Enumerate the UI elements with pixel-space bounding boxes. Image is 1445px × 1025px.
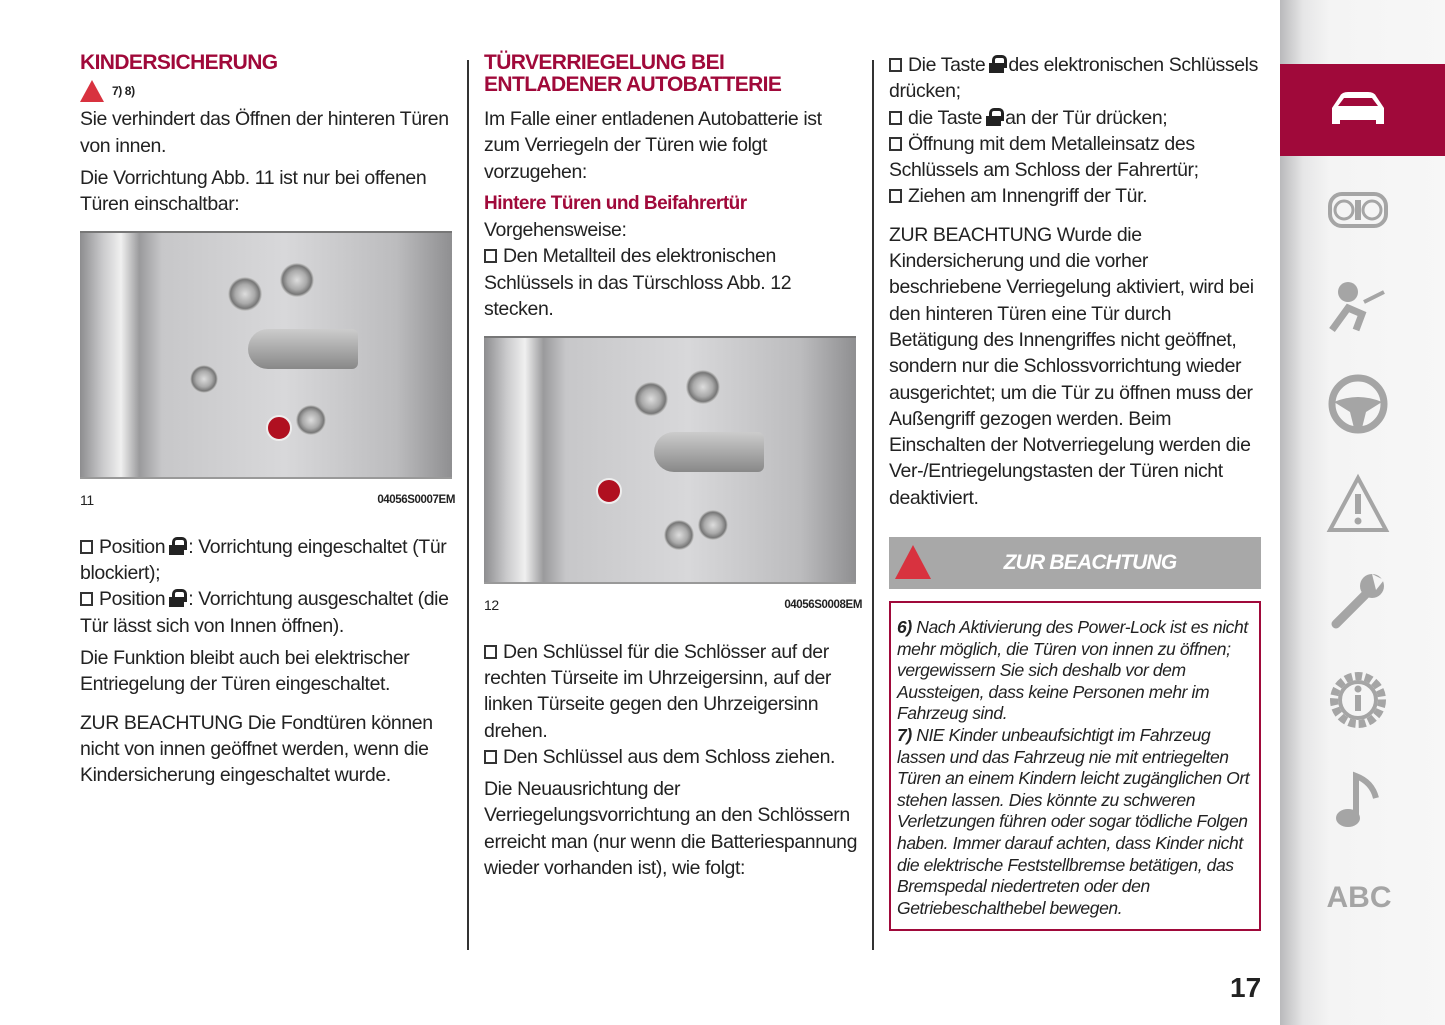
column-divider [872, 60, 874, 950]
bullet-item: Die Taste des elektronischen Schlüssels drücken; [889, 54, 1258, 103]
page-number: 17 [1230, 972, 1262, 1003]
section-title: KINDERSICHERUNG [80, 51, 278, 74]
figure-12-image [484, 336, 856, 584]
paragraph: Die Funktion bleibt auch bei elektrischer Entriegelung der Türen eingeschaltet. [80, 646, 410, 696]
paragraph: Die Neuausrichtung der Verriegelungsvorrichtung an den Schlössern erreicht man (nur wenn die Batteriespannung wieder vorhanden ist), wie folgt: [484, 778, 858, 880]
note-header: ZUR BEACHTUNG [889, 537, 1261, 589]
steering-wheel-icon[interactable] [1326, 372, 1390, 436]
warning-triangle-icon[interactable] [1326, 472, 1390, 536]
instrument-panel-icon[interactable] [1326, 178, 1390, 242]
lock-icon [169, 537, 184, 555]
figure-11-image [80, 231, 452, 479]
column-2 [484, 52, 862, 887]
bullet-item: Position : Vorrichtung eingeschaltet (Tür blockiert); Position : Vorrichtung ausgeschaltet (die Tür lässt sich von Innen öffnen). [80, 535, 449, 637]
figure-code: 04056S0007EM [377, 494, 455, 507]
paragraph: ZUR BEACHTUNG Die Fondtüren können nicht von innen geöffnet werden, wenn die Kindersicherung eingeschaltet wurde. [80, 711, 433, 787]
figure-code: 04056S0008EM [784, 599, 862, 612]
lock-icon [989, 55, 1004, 73]
car-icon[interactable] [1326, 78, 1390, 142]
paragraph: Sie verhindert das Öffnen der hinteren Türen von innen. [80, 108, 449, 157]
column-3 [889, 52, 1261, 931]
bullet-item: Ziehen am Innengriff der Tür. [889, 183, 1261, 209]
wrench-icon[interactable] [1326, 570, 1390, 634]
unlock-icon [169, 589, 184, 607]
note-box: 6) Nach Aktivierung des Power-Lock ist es nicht mehr möglich, die Türen von innen zu öffnen; vergewissern Sie sich deshalb vor dem Aussteigen, dass keine Personen mehr im Fahrzeug sind. 7) NIE Kinder unbeaufsichtigt im Fahrzeug lassen und das Fahrzeug nie mit entriegelten Türen an einem Kindern leicht zugänglichen Ort stehen lassen. Dies könnte zu schweren Verletzungen führen oder sogar tödliche Folgen haben. Immer darauf achten, dass Kinder nicht die elektrische Feststellbremse betätigen, das Bremspedal niedertreten oder den Getriebeschalthebel bewegen. [889, 601, 1261, 931]
paragraph: Die Vorrichtung Abb. 11 ist nur bei offenen Türen einschaltbar: [80, 166, 427, 216]
warning-icon [895, 545, 931, 579]
music-note-icon[interactable] [1326, 768, 1390, 832]
paragraph: Vorgehensweise: [484, 219, 627, 242]
airbag-seatbelt-icon[interactable] [1326, 274, 1390, 338]
figure-number: 11 [80, 492, 94, 509]
info-gear-icon[interactable] [1326, 668, 1390, 732]
warning-refs: 7) 8) [80, 78, 455, 104]
subsection-title: Hintere Türen und Beifahrertür [484, 192, 747, 214]
lock-icon [986, 108, 1001, 126]
paragraph: ZUR BEACHTUNG Wurde die Kindersicherung und die vorher beschriebene Verriegelung aktiviert, wird bei den hinteren Türen eine Tür durch Betätigung des Innengriffes nicht geöffnet, sondern nur die Schlossvorrichtung wieder ausgerichtet; um die Tür zu öffnen muss der Außengriff gezogen werden. Beim Einschalten der Notverriegelung werden die Ver-/Entriegelungstasten der Türen nicht deaktiviert. [889, 223, 1254, 509]
chapter-sidebar [1280, 0, 1445, 1025]
bullet-item: Den Metallteil des elektronischen Schlüssels in das Türschloss Abb. 12 stecken. [484, 245, 792, 321]
column-divider [467, 60, 469, 950]
figure-number: 12 [484, 597, 499, 614]
index-abc[interactable]: ABC [1326, 881, 1392, 914]
bullet-item: Den Schlüssel für die Schlösser auf der rechten Türseite im Uhrzeigersinn, auf der linken Türseite gegen den Uhrzeigersinn drehen. [484, 640, 832, 742]
bullet-item: die Taste an der Tür drücken; [889, 105, 1261, 131]
warning-icon [80, 80, 104, 102]
column-1 [80, 52, 455, 794]
bullet-item: Den Schlüssel aus dem Schloss ziehen. [484, 744, 862, 770]
section-title: TÜRVERRIEGELUNG BEI ENTLADENER AUTOBATTERIE [484, 51, 782, 96]
bullet-item: Öffnung mit dem Metalleinsatz des Schlüssels am Schloss der Fahrertür; [889, 132, 1199, 182]
paragraph: Im Falle einer entladenen Autobatterie ist zum Verriegeln der Türen wie folgt vorzugehen: [484, 108, 822, 183]
